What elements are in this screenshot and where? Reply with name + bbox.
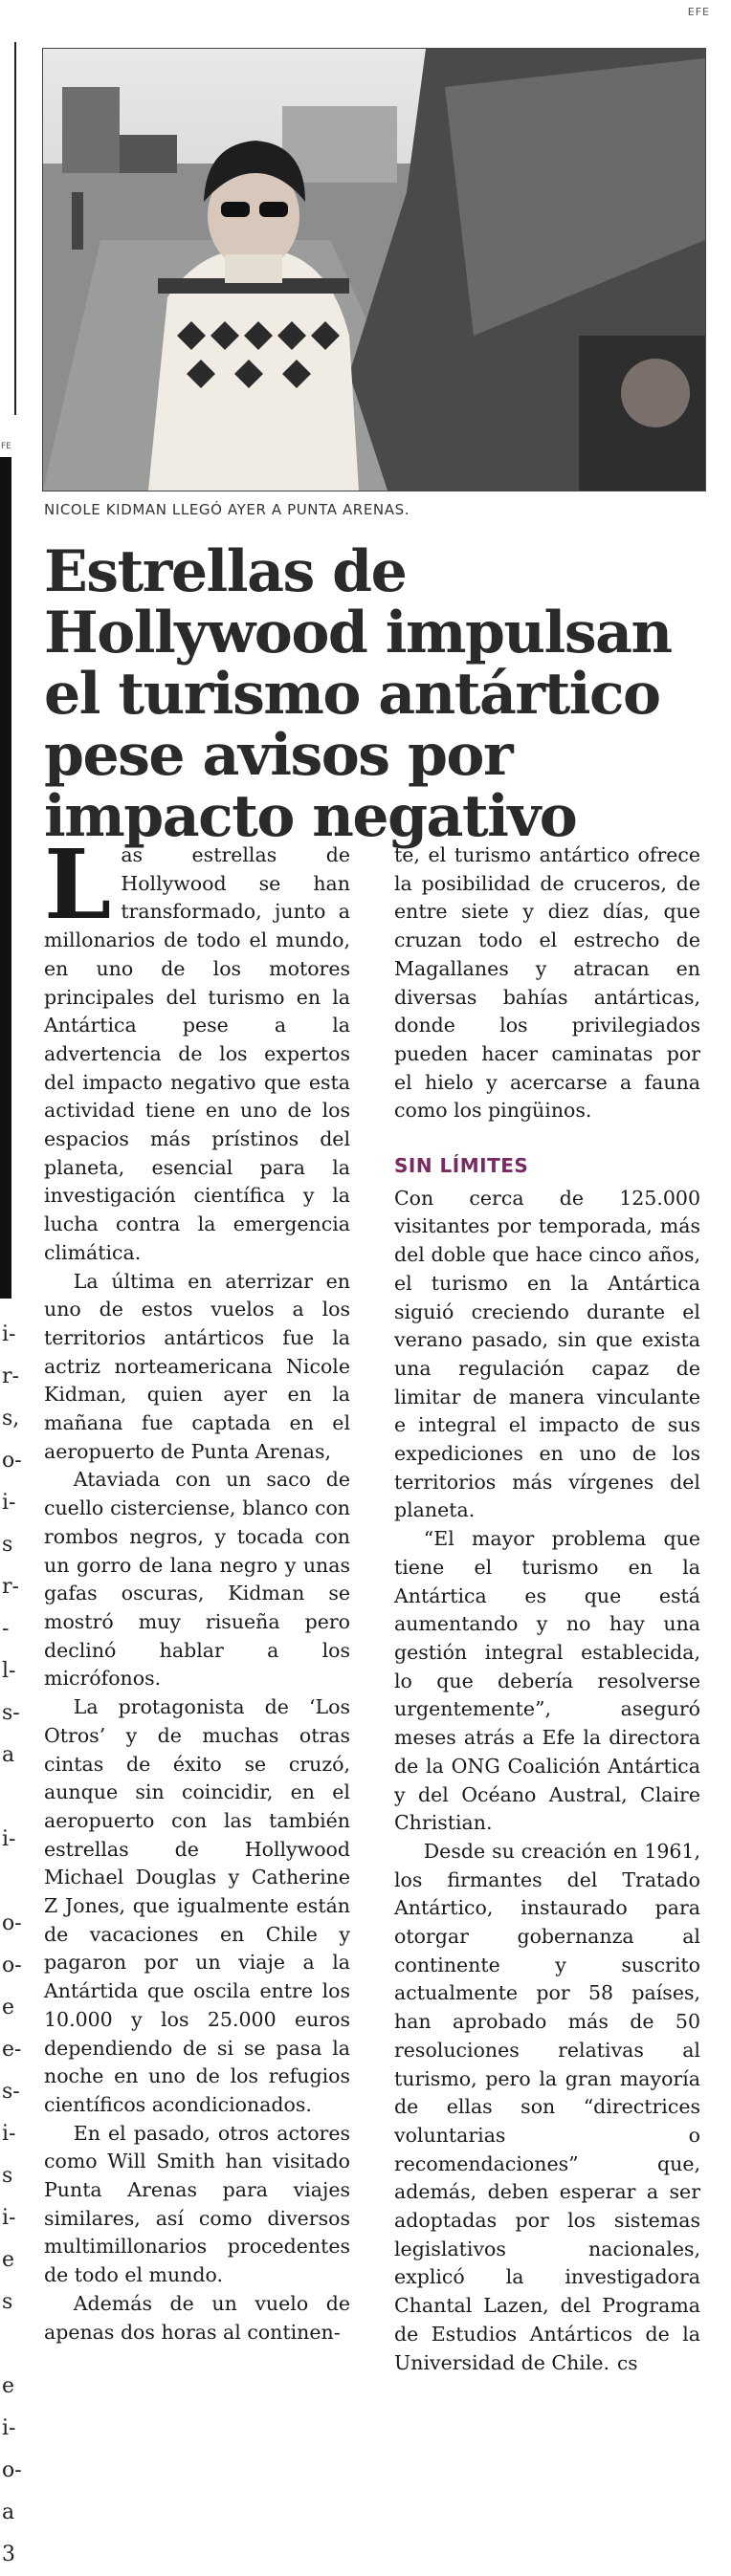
article-column-1 <box>44 828 350 2347</box>
adjacent-photo-credit: FE <box>1 442 11 451</box>
body-paragraph: La última en aterrizar en uno de estos vuelos a los territorios antárticos fue la actriz norteamericana Nicole Kidman, quien ayer en la mañana fue captada en el aeropuerto de Punta Arenas, <box>44 1269 350 1463</box>
photo-caption: NICOLE KIDMAN LLEGÓ AYER A PUNTA ARENAS. <box>44 501 410 518</box>
continued-paragraph: te, el turismo antártico ofrece la posibilidad de cruceros, de entre siete y diez días, que cruzan todo el estrecho de Magallanes y atracan en diversas bahías antárticas, donde los privilegiados pueden hacer caminatas por el hielo y acercarse a fauna como los pingüinos. <box>394 843 700 1123</box>
final-paragraph-text: Desde su creación en 1961, los firmantes del Tratado Antártico, instaurado para otorgar gobernanza al continente y suscrito actualmente por 58 países, han aprobado más de 50 resoluciones relativas al turismo, pero la gran mayoría de ellas son “directrices voluntarias o recomendaciones” que, además, deben esperar a ser adoptadas por los sistemas legislativos nacionales, explicó la investigadora Chantal Lazen, del Programa de Estudios Antárticos de la Universidad de Chile. <box>394 1839 700 2374</box>
body-paragraph: Además de un vuelo de apenas dos horas al continen- <box>44 2291 350 2344</box>
lead-text: as estrellas de Hollywood se han transformado, junto a millonarios de todo el mundo, en uno de los motores principales del turismo en la Antártica pese a la advertencia de los expertos del impacto negativo que esta actividad tiene en uno de los espacios más prístinos del planeta, esencial para la investigación científica y la lucha contra la emergencia climática. <box>44 843 350 1264</box>
photo-credit: EFE <box>687 6 710 18</box>
article-column-2 <box>394 841 700 2377</box>
body-paragraph: La protagonista de ‘Los Otros’ y de muchas otras cintas de éxito se cruzó, aunque sin coincidir, en el aeropuerto con las también estrellas de Hollywood Michael Douglas y Catherine Z Jones, que igualmente están de vacaciones en Chile y pagaron por un viaje a la Antártida que oscila entre los 10.000 y los 25.000 euros dependiendo de si se pasa la noche en uno de los refugios científicos acondicionados. <box>44 1695 350 2116</box>
drop-cap: L <box>44 828 112 941</box>
adjacent-photo-edge <box>0 457 11 1299</box>
body-paragraph: Ataviada con un saco de cuello cisterciense, blanco con rombos negros, y tocada con un gorro de lana negro y unas gafas oscuras, Kidman se mostró muy risueña pero declinó hablar a los micrófonos. <box>44 1468 350 1691</box>
end-mark: cs <box>617 2350 638 2374</box>
photo-illustration <box>43 49 705 491</box>
headline: Estrellas de Hollywood impulsan el turismo antártico pese avisos por impacto negativo <box>44 538 672 850</box>
lead-paragraph <box>44 828 350 1268</box>
body-paragraph: Con cerca de 125.000 visitantes por temporada, más del doble que hace cinco años, el turismo en la Antártica siguió creciendo durante el verano pasado, sin que exista una regulación capaz de limitar de manera vinculante e integral el impacto de sus expediciones en uno de los territorios más vírgenes del planeta. <box>394 1186 700 1522</box>
article-photo <box>42 48 706 491</box>
adjacent-article-fragment <box>0 0 22 2566</box>
body-paragraph: “El mayor problema que tiene el turismo en la Antártica es que está aumentando y no hay una gestión integral establecida, lo que debería resolverse urgentemente”, aseguró meses atrás a Efe la directora de la ONG Coalición Antártica y del Océano Austral, Claire Christian. <box>394 1527 700 1835</box>
adjacent-text-fragment: i- r- s, o- i- s r- - l- s- a i- o- o- e e- s- i- s i- e s e i- o- a 3 <box>2 1322 22 2566</box>
body-paragraph: En el pasado, otros actores como Will Smith han visitado Punta Arenas para viajes similares, así como diversos multimillonarios procedentes de todo el mundo. <box>44 2121 350 2287</box>
body-paragraph <box>394 1838 700 2377</box>
section-subhead: SIN LÍMITES <box>394 1154 529 1178</box>
column-rule <box>14 42 16 415</box>
